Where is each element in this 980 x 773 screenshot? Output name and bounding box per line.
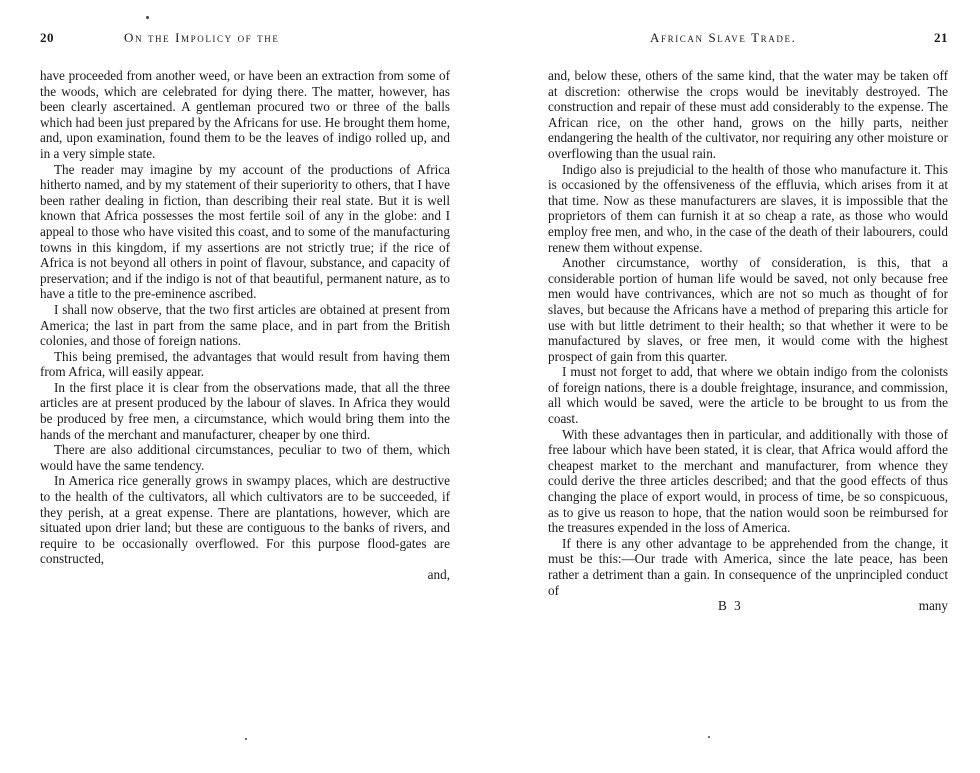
right-page-number: 21 — [934, 30, 948, 45]
left-paragraph-2: The reader may imagine by my account of the productions of Africa hitherto named, and by my statement of their superiority to others, that I have been rather dealing in fiction, than describing their real state. But it is well known that Africa possesses the most fertile soil of any in the globe: and I appeal to those who have visited this coast, and to some of the manufacturing towns in this kingdom, if my assertions are not strictly true; if the rice of Africa is not beyond all others in point of flavour, substance, and capacity of preservation; and if the indigo is not of that beautiful, permanent nature, as to have a title to the pre-eminence ascribed. — [40, 161, 450, 302]
left-catchword: and, — [427, 567, 450, 582]
left-page-number: 20 — [40, 30, 54, 45]
ink-speck — [146, 16, 149, 19]
left-running-head — [40, 30, 450, 52]
left-paragraph-3: I shall now observe, that the two first articles are obtained at present from America; the last in part from the same place, and in part from the British colonies, and those of foreign nations. — [40, 301, 450, 349]
ink-speck — [245, 738, 247, 740]
left-body-text — [40, 68, 450, 567]
left-paragraph-4: This being premised, the advantages that would result from having them from Africa, will easily appear. — [40, 348, 450, 380]
right-running-head — [548, 30, 948, 52]
right-paragraph-4: I must not forget to add, that where we obtain indigo from the colonists of foreign nations, there is a double freightage, insurance, and commission, all which would be saved, were the article to be brought to us from the coast. — [548, 364, 948, 427]
right-catchline — [548, 598, 948, 614]
left-paragraph-1: have proceeded from another weed, or have been an extraction from some of the woods, which are celebrated for dying there. The matter, however, has been clearly ascertained. A gentleman procured two or three of the balls which had been just prepared by the Africans for use. He brought them home, and, upon examination, found them to be the leaves of indigo rolled up, and in a very simple state. — [40, 68, 450, 161]
ink-speck — [708, 736, 710, 738]
right-paragraph-3: Another circumstance, worthy of consideration, is this, that a considerable portion of human life would be saved, not only because free men would have contrivances, which are not so much as thought of for slaves, but because the Africans have a method of preparing this article for use with but little detriment to their health; so that whether it were to be manufactured by slaves, or free men, it would come with the highest prospect of gain from this quarter. — [548, 255, 948, 364]
left-paragraph-5: In the first place it is clear from the observations made, that all the three articles are at present produced by the labour of slaves. In Africa they would be produced by free men, a circumstance, which would bring them into the hands of the merchant and manufacturer, cheaper by one third. — [40, 379, 450, 442]
right-catchword: many — [918, 598, 948, 614]
left-paragraph-7: In America rice generally grows in swampy places, which are destructive to the health of the cultivators, all which cultivators are to be succeeded, if they perish, at a great expense. There are plantations, however, which are situated upon drier land; but these are contiguous to the banks of rivers, and require to be occasionally overflowed. For this purpose flood-gates are constructed, — [40, 473, 450, 567]
right-body-text — [548, 68, 948, 598]
left-running-title: On the Impolicy of the — [124, 30, 280, 45]
right-paragraph-5: With these advantages then in particular, and additionally with those of free labour which have been stated, it is clear, that Africa would afford the cheapest market to the merchant and manufacturer, from whence they could derive the three articles described; and that the good effects of thus changing the place of export would, in process of time, be so conspicuous, as to give us reason to hope, that the nation would soon be reimbursed for the treasures expended in the loss of America. — [548, 426, 948, 536]
signature-mark: B 3 — [718, 598, 743, 614]
right-page — [548, 30, 948, 614]
right-paragraph-6: If there is any other advantage to be apprehended from the change, it must be this:—Our trade with America, since the late peace, has been rather a detriment than a gain. In consequence of the unprincipled conduct of — [548, 535, 948, 598]
right-running-title: African Slave Trade. — [650, 30, 797, 45]
right-paragraph-1: and, below these, others of the same kind, that the water may be taken off at discretion: otherwise the crops would be inevitably destroyed. The construction and repair of these must add considerably to the expense. The African rice, on the other hand, grows on the hilly parts, neither endangering the health of the cultivator, nor requiring any other moisture or overflowing than the usual rain. — [548, 68, 948, 161]
left-paragraph-6: There are also additional circumstances, peculiar to two of them, which would have the same tendency. — [40, 442, 450, 473]
left-catchline — [40, 567, 450, 583]
left-page — [40, 30, 450, 583]
right-paragraph-2: Indigo also is prejudicial to the health of those who manufacture it. This is occasioned by the offensiveness of the effluvia, which arises from it at that time. Now as these manufacturers are slaves, it is impossible that the proprietors of them can furnish it at so cheap a rate, as those who would employ free men, and who, in the case of the death of their labourers, could renew them without expense. — [548, 161, 948, 255]
